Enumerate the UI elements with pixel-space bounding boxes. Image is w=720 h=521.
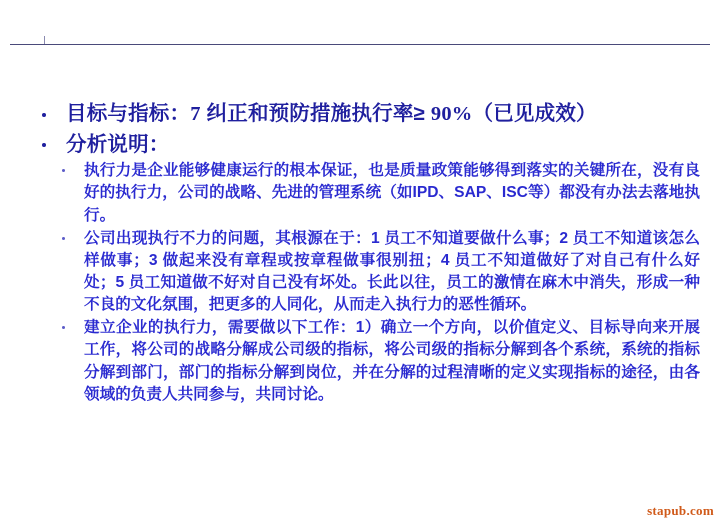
body-bullet-2 — [28, 228, 700, 317]
heading-middle: 纠正和预防措施执行率≥ — [200, 102, 431, 125]
body-bullet-text: 执行力是企业能够健康运行的根本保证，也是质量政策能够得到落实的关键所在，没有良好的执行力，公司的战略、先进的管理系统（如IPD、SAP、ISC等）都没有办法去落地执行。 — [84, 162, 700, 224]
body-bullet-1 — [28, 160, 700, 226]
body-bullet-text: 建立企业的执行力，需要做以下工作：1）确立一个方向，以价值定义、目标导向来开展工作，将公司的战略分解成公司级的指标，将公司级的指标分解到各个系统，系统的指标分解到部门，部门的指标分解到岗位，并在分解的过程清晰的定义实现指标的途径，由各领域的负责人共同参与，共同讨论。 — [84, 319, 700, 403]
bullet-dot-icon — [62, 169, 65, 172]
bullet-dot-icon — [62, 326, 65, 329]
bullet-dot-icon — [62, 237, 65, 240]
header-tick-mark — [44, 36, 45, 44]
heading-number: 7 — [190, 103, 201, 125]
heading-prefix: 目标与指标： — [66, 102, 191, 125]
slide-content — [28, 100, 700, 407]
heading-percent: 90% — [430, 103, 473, 125]
body-bullet-3 — [28, 317, 700, 406]
bullet-dot-icon — [42, 143, 46, 147]
subheading-text: 分析说明： — [66, 132, 170, 156]
bullet-dot-icon — [42, 113, 46, 117]
subheading-line — [28, 131, 700, 159]
body-bullet-text: 公司出现执行不力的问题，其根源在于：1 员工不知道要做什么事；2 员工不知道该怎么样做事；3 做起来没有章程或按章程做事很别扭；4 员工不知道做好了对自己有什么好处；5 员工知道做不好对自己没有坏处。长此以往，员工的激情在麻木中消失，形成一种不良的文化氛围，把更多的人同化，从而走入执行力的恶性循环。 — [84, 229, 700, 314]
heading-line — [28, 100, 700, 129]
header-divider — [10, 44, 710, 45]
heading-suffix: （已见成效） — [472, 102, 597, 125]
watermark-label: stapub.com — [647, 503, 714, 518]
